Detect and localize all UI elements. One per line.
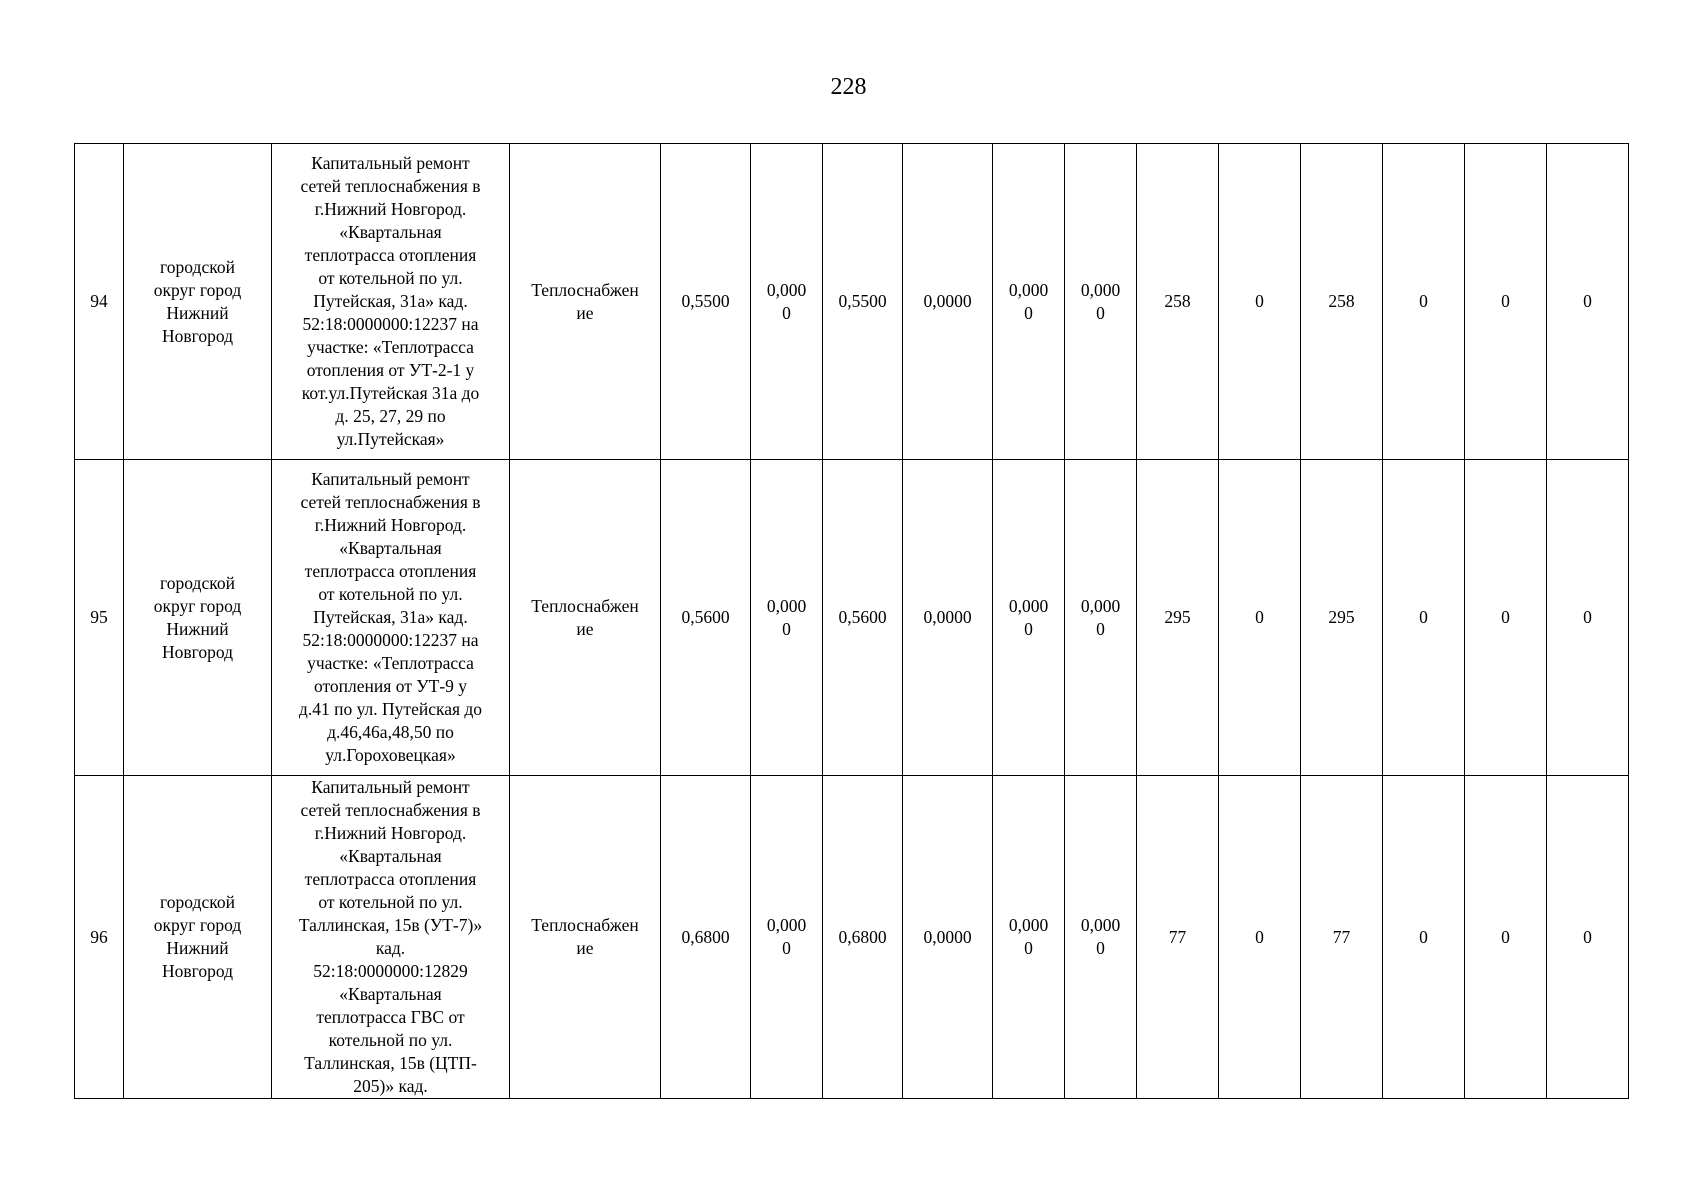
category-cell: [510, 460, 661, 776]
table-row: [75, 776, 1629, 1099]
object-description-cell: [272, 460, 510, 776]
object-description-text: Капитальный ремонт сетей теплоснабжения в г.Нижний Новгород. «Квартальная теплотрасса отопления от котельной по ул. Путейская, 31а» кад. 52:18:0000000:12237 на участке: «Теплотрасса отопления от УТ-2-1 у кот.ул.Путейская 31а до д. 25, 27, 29 по ул.Путейская»: [300, 153, 481, 449]
value-cell-4: 0,0000: [903, 144, 993, 460]
value-text-6: 0,000 0: [1080, 279, 1121, 323]
value-cell-12: 0: [1547, 460, 1629, 776]
data-table: [74, 143, 1629, 1099]
value-cell-10: 0: [1383, 776, 1465, 1099]
category-text: Теплоснабжен ие: [531, 279, 639, 323]
value-cell-6: [1065, 460, 1137, 776]
value-cell-3: 0,6800: [823, 776, 903, 1099]
value-cell-5: [993, 776, 1065, 1099]
value-cell-11: 0: [1465, 144, 1547, 460]
row-number: 96: [75, 776, 124, 1099]
object-description-cell: [272, 144, 510, 460]
municipality-text: городской округ город Нижний Новгород: [153, 572, 242, 662]
value-cell-10: 0: [1383, 144, 1465, 460]
value-cell-7: 258: [1137, 144, 1219, 460]
object-description-cell: [272, 776, 510, 1099]
value-cell-7: 295: [1137, 460, 1219, 776]
value-cell-11: 0: [1465, 460, 1547, 776]
value-cell-3: 0,5600: [823, 460, 903, 776]
value-cell-9: 295: [1301, 460, 1383, 776]
value-text-5: 0,000 0: [1008, 595, 1049, 639]
value-cell-8: 0: [1219, 460, 1301, 776]
municipality-cell: [124, 776, 272, 1099]
value-cell-11: 0: [1465, 776, 1547, 1099]
row-number: 95: [75, 460, 124, 776]
municipality-text: городской округ город Нижний Новгород: [153, 892, 242, 981]
value-cell-9: 258: [1301, 144, 1383, 460]
value-cell-1: 0,6800: [661, 776, 751, 1099]
table-row: [75, 144, 1629, 460]
value-cell-2: [751, 460, 823, 776]
municipality-cell: [124, 460, 272, 776]
value-cell-2: [751, 144, 823, 460]
value-cell-5: [993, 144, 1065, 460]
value-cell-8: 0: [1219, 144, 1301, 460]
row-number: 94: [75, 144, 124, 460]
value-cell-12: 0: [1547, 144, 1629, 460]
category-text: Теплоснабжен ие: [531, 915, 639, 958]
value-text-2: 0,000 0: [766, 279, 807, 323]
value-cell-10: 0: [1383, 460, 1465, 776]
value-cell-1: 0,5600: [661, 460, 751, 776]
value-cell-12: 0: [1547, 776, 1629, 1099]
value-cell-9: 77: [1301, 776, 1383, 1099]
value-cell-5: [993, 460, 1065, 776]
table-row: [75, 460, 1629, 776]
value-cell-4: 0,0000: [903, 776, 993, 1099]
category-text: Теплоснабжен ие: [531, 595, 639, 639]
value-text-5: 0,000 0: [1008, 915, 1049, 958]
municipality-cell: [124, 144, 272, 460]
category-cell: [510, 776, 661, 1099]
object-description-text: Капитальный ремонт сетей теплоснабжения в г.Нижний Новгород. «Квартальная теплотрасса отопления от котельной по ул. Путейская, 31а» кад. 52:18:0000000:12237 на участке: «Теплотрасса отопления от УТ-9 у д.41 по ул. Путейская до д.46,46а,48,50 по ул.Гороховецкая»: [298, 469, 483, 765]
value-cell-7: 77: [1137, 776, 1219, 1099]
value-text-2: 0,000 0: [766, 595, 807, 639]
value-cell-4: 0,0000: [903, 460, 993, 776]
value-text-6: 0,000 0: [1080, 595, 1121, 639]
value-cell-2: [751, 776, 823, 1099]
page-number: 228: [830, 74, 867, 100]
value-cell-1: 0,5500: [661, 144, 751, 460]
value-cell-3: 0,5500: [823, 144, 903, 460]
value-cell-8: 0: [1219, 776, 1301, 1099]
category-cell: [510, 144, 661, 460]
value-cell-6: [1065, 144, 1137, 460]
object-description-text: Капитальный ремонт сетей теплоснабжения в г.Нижний Новгород. «Квартальная теплотрасса отопления от котельной по ул. Таллинская, 15в (УТ-7)» кад. 52:18:0000000:12829 «Квартальная теплотрасса ГВС от котельной по ул. Таллинская, 15в (ЦТП- 205)» кад.: [298, 777, 483, 1096]
municipality-text: городской округ город Нижний Новгород: [153, 256, 242, 346]
value-cell-6: [1065, 776, 1137, 1099]
value-text-2: 0,000 0: [766, 915, 807, 958]
value-text-5: 0,000 0: [1008, 279, 1049, 323]
value-text-6: 0,000 0: [1080, 915, 1121, 958]
